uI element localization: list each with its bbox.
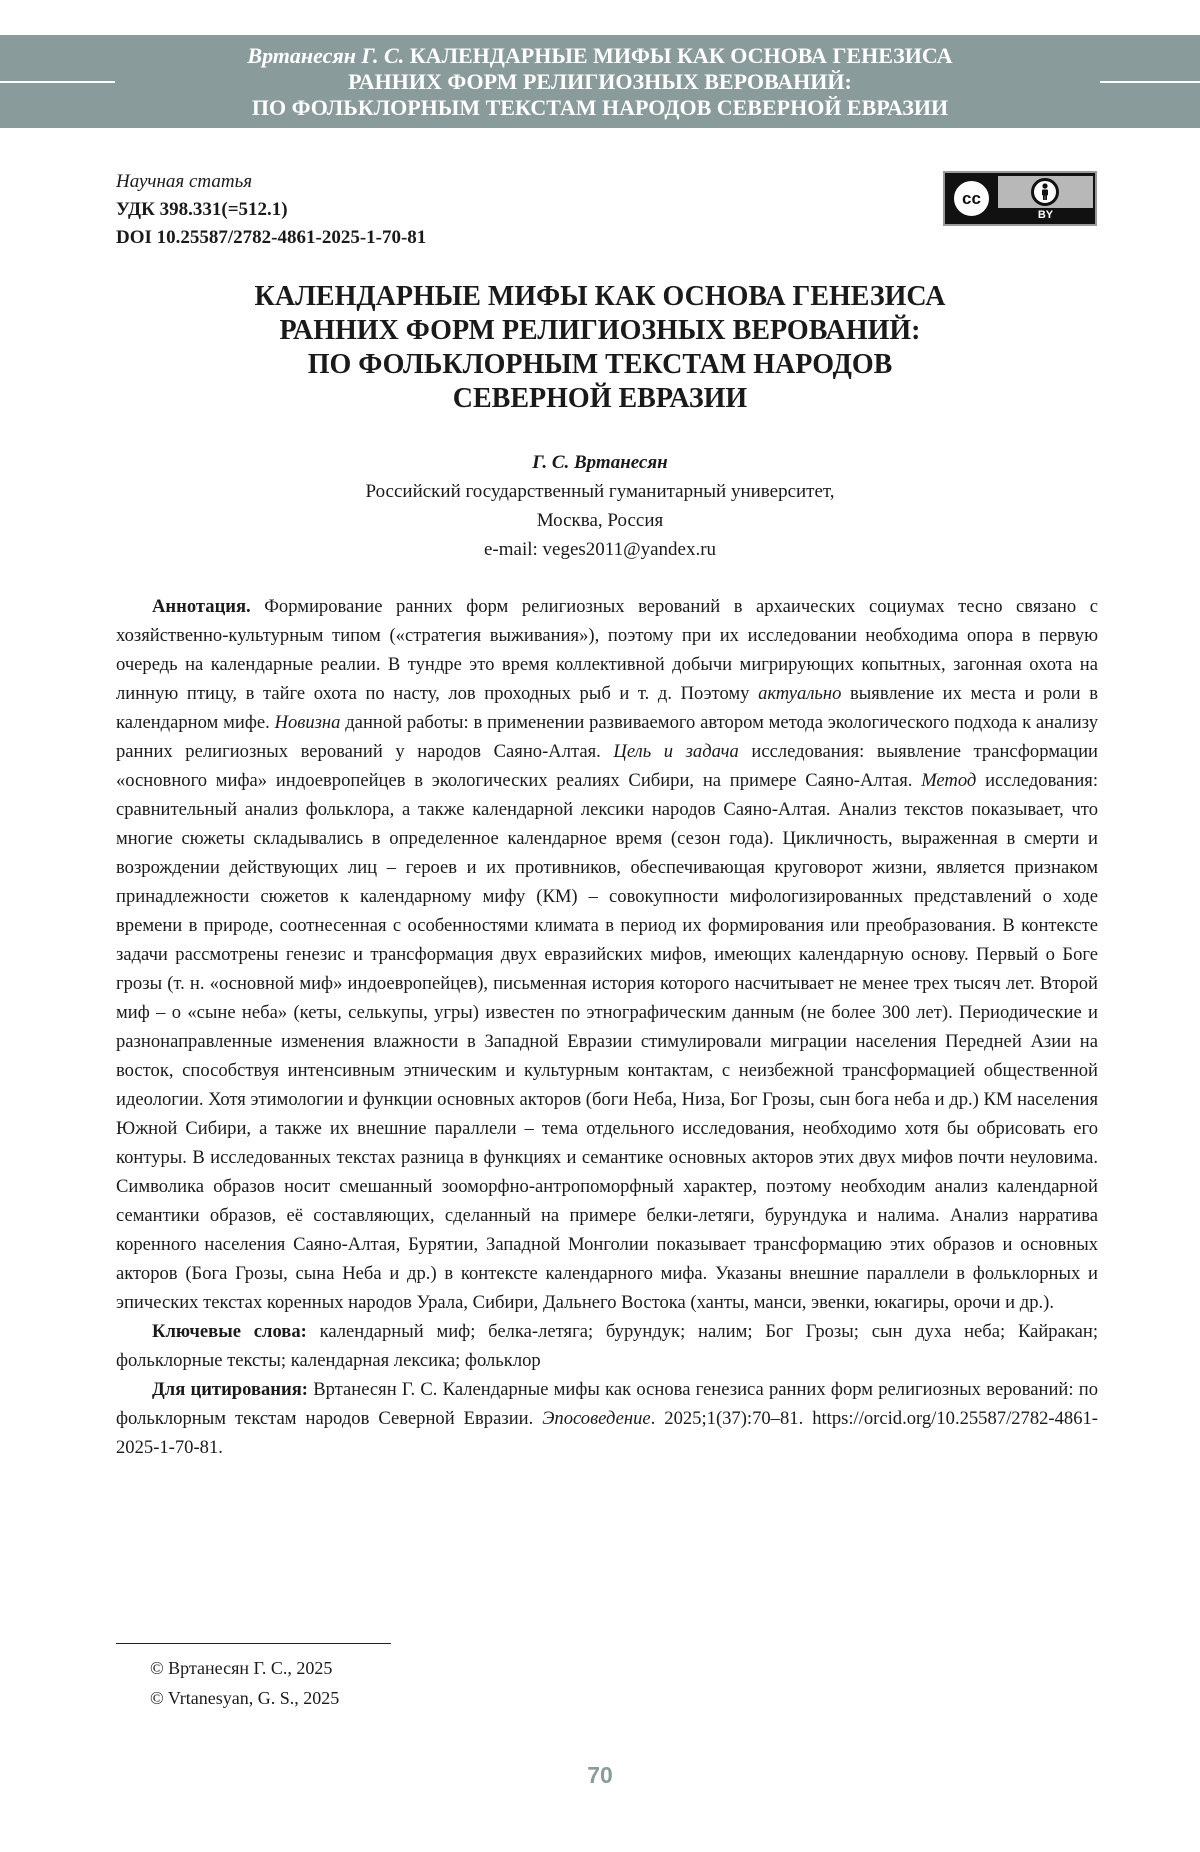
- copyright-ru: © Вртанесян Г. С., 2025: [150, 1658, 333, 1678]
- article-type: Научная статья: [116, 171, 253, 192]
- title-line-1: КАЛЕНДАРНЫЕ МИФЫ КАК ОСНОВА ГЕНЕЗИСА: [254, 281, 946, 312]
- abstract-emphasis-1: актуально: [758, 683, 842, 704]
- license-by-label: BY: [1037, 209, 1054, 221]
- title-line-3: ПО ФОЛЬКЛОРНЫМ ТЕКСТАМ НАРОДОВ: [307, 349, 893, 380]
- author-affiliation: Российский государственный гуманитарный университет,: [365, 481, 835, 502]
- footnote-divider: [116, 1643, 391, 1644]
- doi: DOI 10.25587/2782-4861-2025-1-70-81: [116, 227, 427, 248]
- abstract-text-5: исследования: сравнительный анализ фольклора, а также календарной лексики народов Саяно-Алтая. Анализ текстов показывает, что многие сюжеты складывались в определенное календарное время (сезон года). Цикличность, выраженная в смерти и возрождении действующих лиц – героев и их противников, обеспечивающая круговорот жизни, является признаком принадлежности сюжетов к календарному мифу (КМ) – совокупности мифологизированных представлений о ходе времени в природе, соотнесенная с особенностями климата в период их формирования или преобразования. В контексте задачи рассмотрены генезис и трансформация двух евразийских мифов, имеющих календарную основу. Первый о Боге грозы (т. н. «основной миф» индоевропейцев), письменная история которого насчитывает не менее трех тысяч лет. Второй миф – о «сыне неба» (кеты, селькупы, угры) известен по этнографическим данным (не более 300 лет). Периодические и разнонаправленные изменения влажности в Западной Евразии стимулировали миграции населения Передней Азии на восток, способствуя интенсивным этническим и культурным контактам, с неизбежной трансформацией общественной идеологии. Хотя этимологии и функции основных акторов (боги Неба, Низа, Бог Грозы, сын бога неба и др.) КМ населения Южной Сибири, а также их внешние параллели – тема отдельного исследования, необходимо хотя бы обрисовать его контуры. В исследованных текстах разница в функциях и семантике основных акторов этих двух мифов почти неуловима. Символика образов носит смешанный зооморфно-антропоморфный характер, поэтому необходим анализ календарной семантики образов, её составляющих, сделанный на примере белки-летяги, бурундука и налима. Анализ нарратива коренного населения Саяно-Алтая, Бурятии, Западной Монголии показывает трансформацию этих образов и основных акторов (Бога Грозы, сына Неба и др.) в контексте календарного мифа. Указаны внешние параллели в фольклорных и эпических текстах коренных народов Урала, Сибири, Дальнего Востока (ханты, манси, эвенки, юкагиры, орочи и др.).: [116, 770, 1098, 1313]
- header-rule-right: [1100, 81, 1200, 83]
- abstract-text-2: выявление их места и роли в календарном мифе.: [116, 683, 1098, 733]
- article-meta: [116, 168, 426, 252]
- running-header-text: [140, 43, 1060, 121]
- abstract-emphasis-4: Метод: [921, 770, 977, 791]
- citation-text-2[interactable]: . 2025;1(37):70–81. https://orcid.org/10.25587/2782-4861-2025-1-70-81.: [116, 1408, 1099, 1458]
- author-email[interactable]: e-mail: veges2011@yandex.ru: [483, 539, 717, 560]
- abstract-text-4: исследования: выявление трансформации «основного мифа» индоевропейцев в экологических реалиях Сибири, на примере Саяно-Алтая.: [116, 741, 1098, 791]
- page-number: 70: [587, 1762, 613, 1788]
- abstract-section: [116, 592, 1098, 1462]
- running-header-title-part-1: КАЛЕНДАРНЫЕ МИФЫ КАК ОСНОВА ГЕНЕЗИСА: [404, 43, 953, 68]
- citation-label: Для цитирования:: [152, 1379, 308, 1400]
- abstract-emphasis-2: Новизна: [274, 712, 341, 733]
- keywords-paragraph: [116, 1317, 1098, 1375]
- citation-text-1: Вртанесян Г. С. Календарные мифы как основа генезиса ранних форм религиозных верований: по фольклорным текстам народов Северной Евразии.: [116, 1379, 1098, 1429]
- running-header-line-1: [140, 43, 1060, 69]
- udk-code: УДК 398.331(=512.1): [116, 199, 288, 220]
- copyright-block: [150, 1653, 339, 1713]
- abstract-text-3: данной работы: в применении развиваемого автором метода экологического подхода к анализу ранних религиозных верований у народов Саяно-Алтая.: [116, 712, 1098, 762]
- running-header-line-2: РАННИХ ФОРМ РЕЛИГИОЗНЫХ ВЕРОВАНИЙ:: [348, 69, 852, 94]
- citation-paragraph: [116, 1375, 1098, 1462]
- author-city: Москва, Россия: [536, 510, 664, 531]
- title-line-4: СЕВЕРНОЙ ЕВРАЗИИ: [452, 383, 748, 414]
- citation-journal: Эпосоведение: [542, 1408, 651, 1429]
- running-header-author: Вртанесян Г. С.: [247, 43, 405, 68]
- header-rule-left: [0, 81, 115, 83]
- creative-commons-by-icon: [943, 171, 1097, 226]
- abstract-paragraph: [116, 592, 1098, 1317]
- author-name: Г. С. Вртанесян: [532, 452, 668, 473]
- abstract-emphasis-3: Цель и задача: [613, 741, 739, 762]
- copyright-en: © Vrtanesyan, G. S., 2025: [150, 1688, 340, 1708]
- article-title: [150, 280, 1050, 416]
- running-header: [0, 35, 1200, 128]
- author-block: [200, 448, 1000, 564]
- keywords-text: календарный миф; белка-летяга; бурундук; налим; Бог Грозы; сын духа неба; Кайракан; фольклорные тексты; календарная лексика; фольклор: [116, 1321, 1098, 1371]
- attribution-person-icon: [1031, 178, 1059, 206]
- abstract-label: Аннотация.: [152, 596, 251, 617]
- title-line-2: РАННИХ ФОРМ РЕЛИГИОЗНЫХ ВЕРОВАНИЙ:: [279, 315, 921, 346]
- keywords-label: Ключевые слова:: [152, 1321, 307, 1342]
- cc-logo-icon: cc: [951, 178, 992, 219]
- abstract-text-1: Формирование ранних форм религиозных верований в архаических социумах тесно связано с хозяйственно-культурным типом («стратегия выживания»), поэтому при их исследовании необходима опора в первую очередь на календарные реалии. В тундре это время коллективной добычи мигрирующих копытных, загонная охота на линную птицу, в тайге охота по насту, лов проходных рыб и т. д. Поэтому: [116, 596, 1098, 704]
- running-header-line-3: ПО ФОЛЬКЛОРНЫМ ТЕКСТАМ НАРОДОВ СЕВЕРНОЙ ЕВРАЗИИ: [251, 95, 949, 120]
